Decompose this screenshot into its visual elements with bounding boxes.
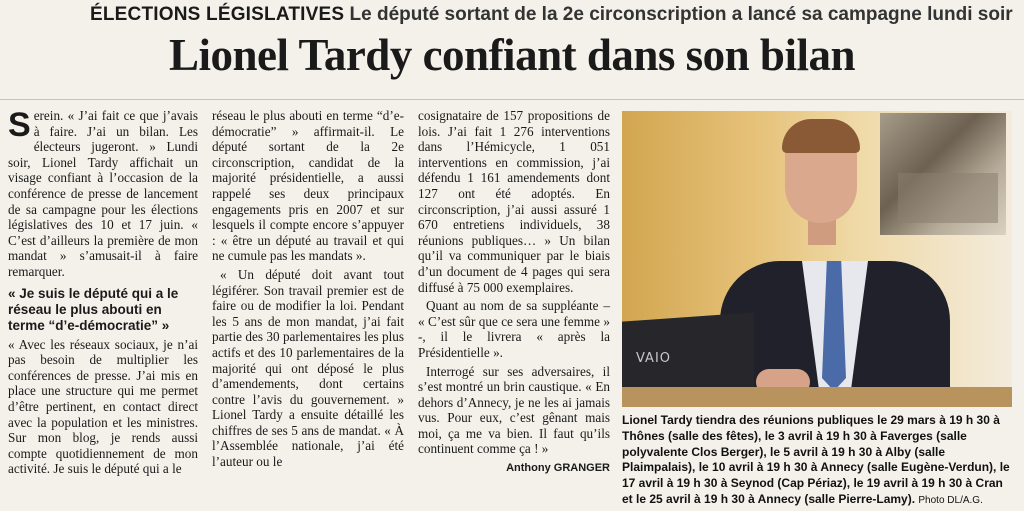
laptop-logo: VAIO: [636, 351, 672, 366]
wall-painting: [880, 113, 1006, 235]
col2-paragraph-1: réseau le plus abouti en terme “d’e-démocratie” » affirmait-il. Le député sortant de la 2e circonscription, candidat de la majorité présidentielle, a aussi rappelé ses deux principaux engagements pris en 2007 et sur lesquels il compte encore s’appuyer : « être un député au travail et qui ne cumule pas les mandats ».: [212, 108, 404, 264]
table: [622, 387, 1012, 407]
col1-paragraph-2: « Avec les réseaux sociaux, je n’ai pas besoin de multiplier les conférences de presse. J’ai mis en place une structure qui me permet d’être pertinent, en contact direct avec la population et les ministres. Sur mon blog, je rends aussi compte quotidiennement de mon activité. Je suis le député qui a le: [8, 336, 198, 477]
hair: [782, 119, 860, 153]
col1-paragraph-1: erein. « J’ai fait ce que j’avais à faire. J’ai un bilan. Les électeurs jugeront. » Lundi soir, Lionel Tardy affichait un visage confiant à l’occasion de la conférence de presse de lancement de sa campagne pour les élections législatives des 10 et 17 juin. « C’est d’ailleurs la première de mon mandat » s’amusait-il à faire remarquer.: [8, 108, 198, 279]
photo-credit: Photo DL/A.G.: [918, 494, 983, 506]
col3-paragraph-2: Quant au nom de sa suppléante – « C’est sûr que ce sera une femme » -, il le livrera « après la Présidentielle ».: [418, 298, 610, 360]
drop-cap: S: [8, 106, 31, 144]
article-column-2: [212, 108, 404, 473]
article-headline: Lionel Tardy confiant dans son bilan: [168, 30, 855, 80]
byline: Anthony GRANGER: [506, 462, 610, 475]
header-divider: [0, 99, 1024, 100]
article-column-3: [418, 108, 610, 477]
col2-paragraph-2: « Un député doit avant tout légiférer. Son travail premier est de faire ou de modifier la loi. Pendant les 5 ans de mon mandat, j’ai fait partie des 30 parlementaires les plus actifs et des 10 parlementaires de la majorité qui ont déposé le plus d’amendements, dont certains contre l’avis du gouvernement. » Lionel Tardy a ensuite détaillé les chiffres de ses 5 ans de mandat. « À l’Assemblée nationale, j’ai été l’auteur ou le: [212, 266, 404, 470]
article-column-1: [8, 108, 198, 480]
article-photo: [622, 111, 1012, 407]
kicker-subtitle: Le député sortant de la 2e circonscription a lancé sa campagne lundi soir: [349, 4, 1013, 25]
section-tag: ÉLECTIONS LÉGISLATIVES: [90, 4, 345, 25]
col3-paragraph-3: Interrogé sur ses adversaires, il s’est montré un brin caustique. « En dehors d’Annecy, je ne les ai jamais vus. Pour eux, c’est gênant mais moi, ça me va bien. Il faut qu’ils continuent comme ça ! »: [418, 363, 610, 457]
photo-caption: [622, 413, 1014, 509]
col3-paragraph-1: cosignataire de 157 propositions de lois. J’ai fait 1 276 interventions dans l’Hémicycle, 1 051 interventions en commission, j’ai défendu 1 161 amendements dont 127 ont été adoptés. En circonscription, j’ai aussi assuré 1 670 entretiens individuels, 38 réunions publiques… » Un bilan qu’il va communiquer par le biais d’un document de 4 pages qui sera diffusé à 75 000 exemplaires.: [418, 108, 610, 295]
section-kicker: [90, 4, 1013, 26]
intertitle: « Je suis le député qui a le réseau le plus abouti en terme “d’e-démocratie” »: [8, 285, 179, 333]
caption-text: Lionel Tardy tiendra des réunions publiques le 29 mars à 19 h 30 à Thônes (salle des fêtes), le 3 avril à 19 h 30 à Faverges (salle polyvalente Clos Berger), le 5 avril à 19 h 30 à Alby (salle Plaimpalais), le 10 avril à 19 h 30 à Annecy (salle Eugène-Verdun), le 17 avril à 19 h 30 à Seynod (Cap Périaz), le 19 avril à 19 h 30 à Cran et le 25 avril à 19 h 30 à Annecy (salle Pierre-Lamy).: [622, 413, 1010, 506]
